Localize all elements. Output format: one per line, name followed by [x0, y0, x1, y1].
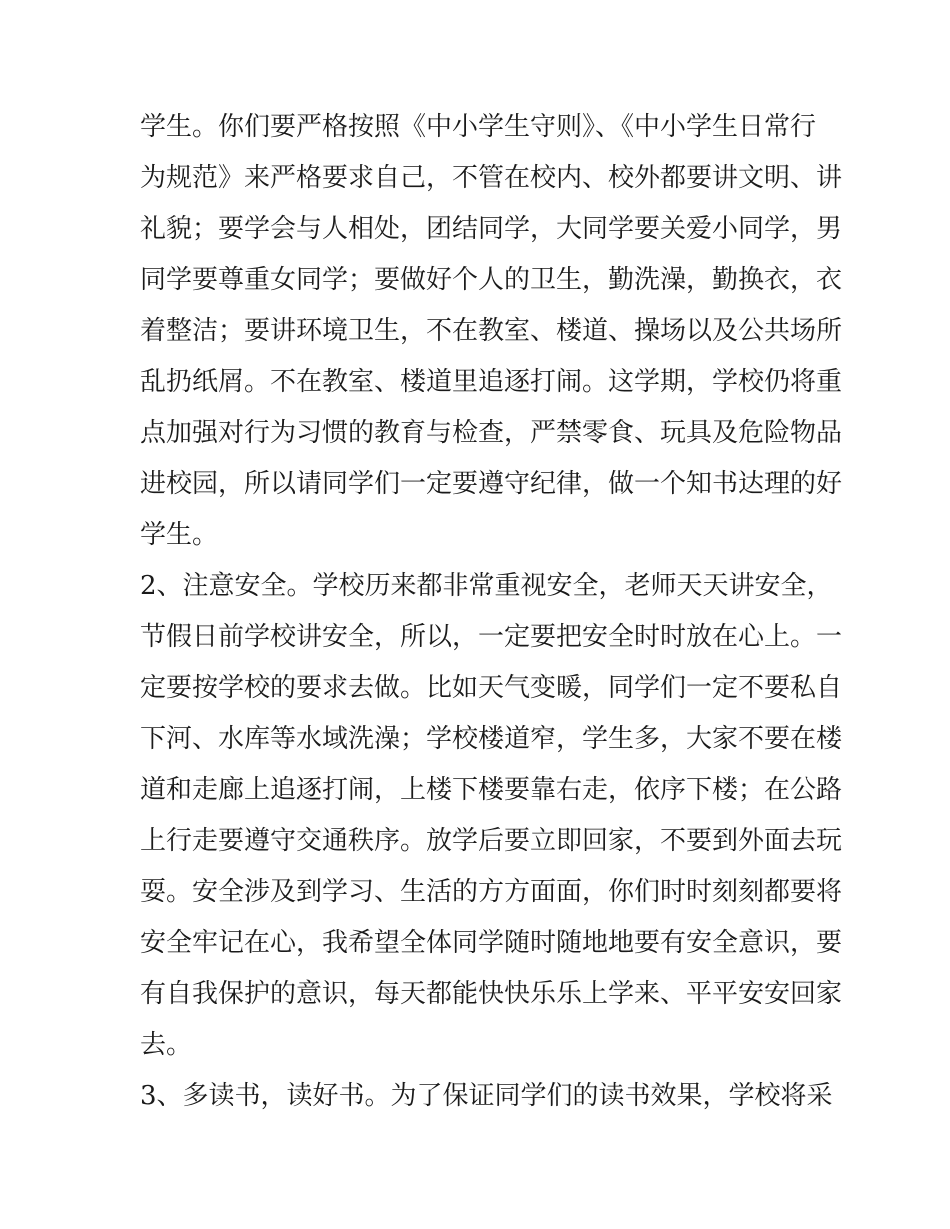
text-line: 为规范》来严格要求自己，不管在校内、校外都要讲文明、讲: [140, 163, 843, 193]
text-line: 下河、水库等水域洗澡；学校楼道窄，学生多，大家不要在楼: [140, 724, 843, 754]
text-line: 耍。安全涉及到学习、生活的方方面面，你们时时刻刻都要将: [140, 877, 843, 907]
text-line: 点加强对行为习惯的教育与检查，严禁零食、玩具及危险物品: [140, 418, 843, 448]
text-line: 节假日前学校讲安全，所以，一定要把安全时时放在心上。一: [140, 622, 843, 652]
text-line: 学生。你们要严格按照《中小学生守则》、《中小学生日常行: [140, 112, 817, 142]
text-line: 同学要尊重女同学；要做好个人的卫生，勤洗澡，勤换衣，衣: [140, 265, 843, 295]
text-line: 2、注意安全。学校历来都非常重视安全，老师天天讲安全，: [140, 571, 833, 601]
text-line: 上行走要遵守交通秩序。放学后要立即回家，不要到外面去玩: [140, 826, 843, 856]
text-line: 有自我保护的意识，每天都能快快乐乐上学来、平平安安回家: [140, 979, 843, 1009]
text-line: 定要按学校的要求去做。比如天气变暖，同学们一定不要私自: [140, 673, 843, 703]
text-line: 安全牢记在心，我希望全体同学随时随地地要有安全意识，要: [140, 928, 843, 958]
text-line: 礼貌；要学会与人相处，团结同学，大同学要关爱小同学，男: [140, 214, 843, 244]
text-line: 去。: [140, 1030, 193, 1060]
text-line: 3、多读书，读好书。为了保证同学们的读书效果，学校将采: [140, 1081, 833, 1111]
text-line: 道和走廊上追逐打闹，上楼下楼要靠右走，依序下楼；在公路: [140, 775, 843, 805]
text-line: 进校园，所以请同学们一定要遵守纪律，做一个知书达理的好: [140, 469, 843, 499]
text-line: 着整洁；要讲环境卫生，不在教室、楼道、操场以及公共场所: [140, 316, 843, 346]
document-body: [140, 102, 843, 1122]
text-line: 乱扔纸屑。不在教室、楼道里追逐打闹。这学期，学校仍将重: [140, 367, 843, 397]
text-line: 学生。: [140, 520, 219, 550]
